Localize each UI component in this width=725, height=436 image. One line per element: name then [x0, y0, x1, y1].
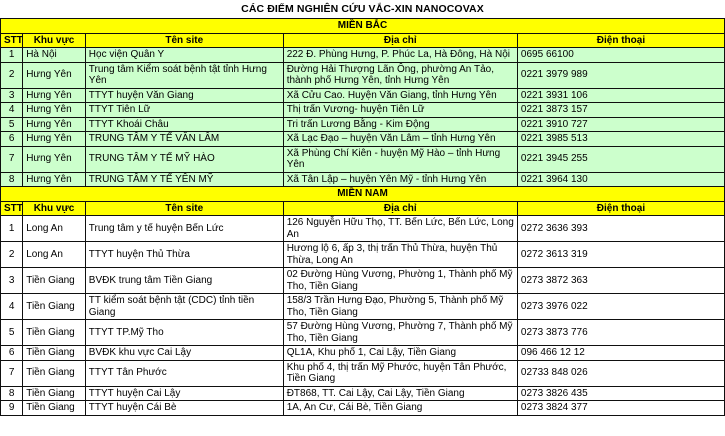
table-row: [1, 48, 725, 63]
table-row: [1, 172, 725, 187]
cell-address: 1A, An Cư, Cái Bè, Tiền Giang: [283, 401, 517, 416]
cell-phone: 0272 3636 393: [517, 216, 724, 242]
cell-address: Xã Phùng Chí Kiên - huyện Mỹ Hào – tỉnh Hưng Yên: [283, 146, 517, 172]
cell-stt: 6: [1, 346, 23, 361]
cell-address: Thị trấn Vương- huyện Tiên Lữ: [283, 103, 517, 118]
cell-stt: 8: [1, 386, 23, 401]
cell-phone: 0273 3873 776: [517, 320, 724, 346]
cell-phone: 0273 3826 435: [517, 386, 724, 401]
cell-area: Long An: [23, 216, 86, 242]
cell-site: TRUNG TÂM Y TẾ VĂN LÂM: [85, 132, 283, 147]
cell-stt: 3: [1, 268, 23, 294]
cell-stt: 3: [1, 88, 23, 103]
cell-address: ĐT868, TT. Cai Lậy, Cai Lậy, Tiền Giang: [283, 386, 517, 401]
cell-phone: 0221 3985 513: [517, 132, 724, 147]
cell-stt: 4: [1, 294, 23, 320]
cell-address: Xã Tân Lập – huyện Yên Mỹ - tỉnh Hưng Yên: [283, 172, 517, 187]
cell-site: TTYT huyện Văn Giang: [85, 88, 283, 103]
region-band-north: [1, 19, 725, 34]
header-phone: Điện thoại: [517, 33, 724, 48]
cell-address: Tri trấn Lương Bằng - Kim Động: [283, 117, 517, 132]
cell-area: Tiền Giang: [23, 386, 86, 401]
cell-address: 126 Nguyễn Hữu Thọ, TT. Bến Lức, Bến Lức, Long An: [283, 216, 517, 242]
cell-phone: 096 466 12 12: [517, 346, 724, 361]
cell-address: Đường Hải Thượng Lãn Ông, phường An Tảo, thành phố Hưng Yên, tỉnh Hưng Yên: [283, 62, 517, 88]
cell-stt: 6: [1, 132, 23, 147]
cell-stt: 2: [1, 62, 23, 88]
table-row: [1, 294, 725, 320]
header-area: Khu vực: [23, 33, 86, 48]
cell-stt: 7: [1, 360, 23, 386]
cell-site: TTYT Tân Phước: [85, 360, 283, 386]
cell-phone: 02733 848 026: [517, 360, 724, 386]
table-row: [1, 360, 725, 386]
cell-area: Tiền Giang: [23, 360, 86, 386]
table-row: [1, 132, 725, 147]
sites-table: [0, 18, 725, 416]
cell-phone: 0221 3964 130: [517, 172, 724, 187]
cell-site: BVĐK trung tâm Tiền Giang: [85, 268, 283, 294]
header-site: Tên site: [85, 33, 283, 48]
cell-phone: 0221 3873 157: [517, 103, 724, 118]
cell-site: TRUNG TÂM Y TẾ YÊN MỸ: [85, 172, 283, 187]
cell-site: TTYT huyện Cai Lậy: [85, 386, 283, 401]
region-name: MIỀN NAM: [1, 187, 725, 202]
table-row: [1, 117, 725, 132]
header-stt: STT: [1, 201, 23, 216]
table-row: [1, 88, 725, 103]
table-row: [1, 62, 725, 88]
cell-phone: 0273 3872 363: [517, 268, 724, 294]
cell-site: Học viện Quân Y: [85, 48, 283, 63]
cell-address: 02 Đường Hùng Vương, Phường 1, Thành phố Mỹ Tho, Tiền Giang: [283, 268, 517, 294]
header-address: Địa chỉ: [283, 201, 517, 216]
cell-area: Tiền Giang: [23, 294, 86, 320]
cell-area: Hưng Yên: [23, 172, 86, 187]
cell-stt: 1: [1, 48, 23, 63]
cell-address: 57 Đường Hùng Vương, Phường 7, Thành phố Mỹ Tho, Tiền Giang: [283, 320, 517, 346]
cell-area: Tiền Giang: [23, 268, 86, 294]
cell-site: TT kiểm soát bệnh tật (CDC) tỉnh tiền Giang: [85, 294, 283, 320]
table-row: [1, 320, 725, 346]
cell-stt: 8: [1, 172, 23, 187]
cell-stt: 9: [1, 401, 23, 416]
cell-site: TTYT Tiên Lữ: [85, 103, 283, 118]
cell-address: 222 Đ. Phùng Hưng, P. Phúc La, Hà Đông, Hà Nội: [283, 48, 517, 63]
table-row: [1, 401, 725, 416]
header-site: Tên site: [85, 201, 283, 216]
cell-stt: 5: [1, 320, 23, 346]
header-area: Khu vực: [23, 201, 86, 216]
cell-site: TRUNG TÂM Y TẾ MỸ HÀO: [85, 146, 283, 172]
table-row: [1, 146, 725, 172]
cell-site: TTYT huyện Cái Bè: [85, 401, 283, 416]
cell-phone: 0221 3931 106: [517, 88, 724, 103]
cell-area: Hưng Yên: [23, 103, 86, 118]
cell-phone: 0273 3824 377: [517, 401, 724, 416]
table-row: [1, 216, 725, 242]
cell-address: 158/3 Trần Hưng Đạo, Phường 5, Thành phố Mỹ Tho, Tiền Giang: [283, 294, 517, 320]
cell-area: Hưng Yên: [23, 88, 86, 103]
table-header-north: [1, 33, 725, 48]
cell-stt: 4: [1, 103, 23, 118]
cell-site: Trung tâm y tế huyện Bến Lức: [85, 216, 283, 242]
region-name: MIỀN BẮC: [1, 19, 725, 34]
table-row: [1, 268, 725, 294]
page-title: CÁC ĐIỂM NGHIÊN CỨU VẮC-XIN NANOCOVAX: [241, 3, 484, 15]
region-band-south: [1, 187, 725, 202]
cell-area: Tiền Giang: [23, 346, 86, 361]
cell-phone: 0221 3979 989: [517, 62, 724, 88]
cell-area: Hưng Yên: [23, 132, 86, 147]
cell-area: Hưng Yên: [23, 146, 86, 172]
cell-site: TTYT huyện Thủ Thừa: [85, 242, 283, 268]
cell-area: Long An: [23, 242, 86, 268]
cell-phone: 0695 66100: [517, 48, 724, 63]
cell-stt: 7: [1, 146, 23, 172]
table-row: [1, 386, 725, 401]
cell-area: Hà Nội: [23, 48, 86, 63]
cell-site: Trung tâm Kiểm soát bệnh tật tỉnh Hưng Yên: [85, 62, 283, 88]
cell-site: TTYT TP.Mỹ Tho: [85, 320, 283, 346]
header-phone: Điện thoại: [517, 201, 724, 216]
table-row: [1, 242, 725, 268]
cell-address: Xã Lạc Đạo – huyện Văn Lâm – tỉnh Hưng Yên: [283, 132, 517, 147]
cell-address: Xã Cửu Cao. Huyện Văn Giang, tỉnh Hưng Yên: [283, 88, 517, 103]
cell-area: Hưng Yên: [23, 62, 86, 88]
header-address: Địa chỉ: [283, 33, 517, 48]
cell-site: TTYT Khoái Châu: [85, 117, 283, 132]
cell-area: Tiền Giang: [23, 320, 86, 346]
table-header-south: [1, 201, 725, 216]
cell-address: Khu phố 4, thị trấn Mỹ Phước, huyện Tân Phước, Tiền Giang: [283, 360, 517, 386]
cell-stt: 5: [1, 117, 23, 132]
cell-address: QL1A, Khu phố 1, Cai Lậy, Tiền Giang: [283, 346, 517, 361]
table-row: [1, 103, 725, 118]
cell-stt: 2: [1, 242, 23, 268]
cell-site: BVĐK khu vực Cai Lậy: [85, 346, 283, 361]
cell-phone: 0273 3976 022: [517, 294, 724, 320]
cell-phone: 0221 3945 255: [517, 146, 724, 172]
cell-address: Hương lộ 6, ấp 3, thị trấn Thủ Thừa, huyện Thủ Thừa, Long An: [283, 242, 517, 268]
cell-phone: 0221 3910 727: [517, 117, 724, 132]
cell-area: Hưng Yên: [23, 117, 86, 132]
header-stt: STT: [1, 33, 23, 48]
cell-phone: 0272 3613 319: [517, 242, 724, 268]
cell-area: Tiền Giang: [23, 401, 86, 416]
table-body: [1, 19, 725, 416]
cell-stt: 1: [1, 216, 23, 242]
table-row: [1, 346, 725, 361]
